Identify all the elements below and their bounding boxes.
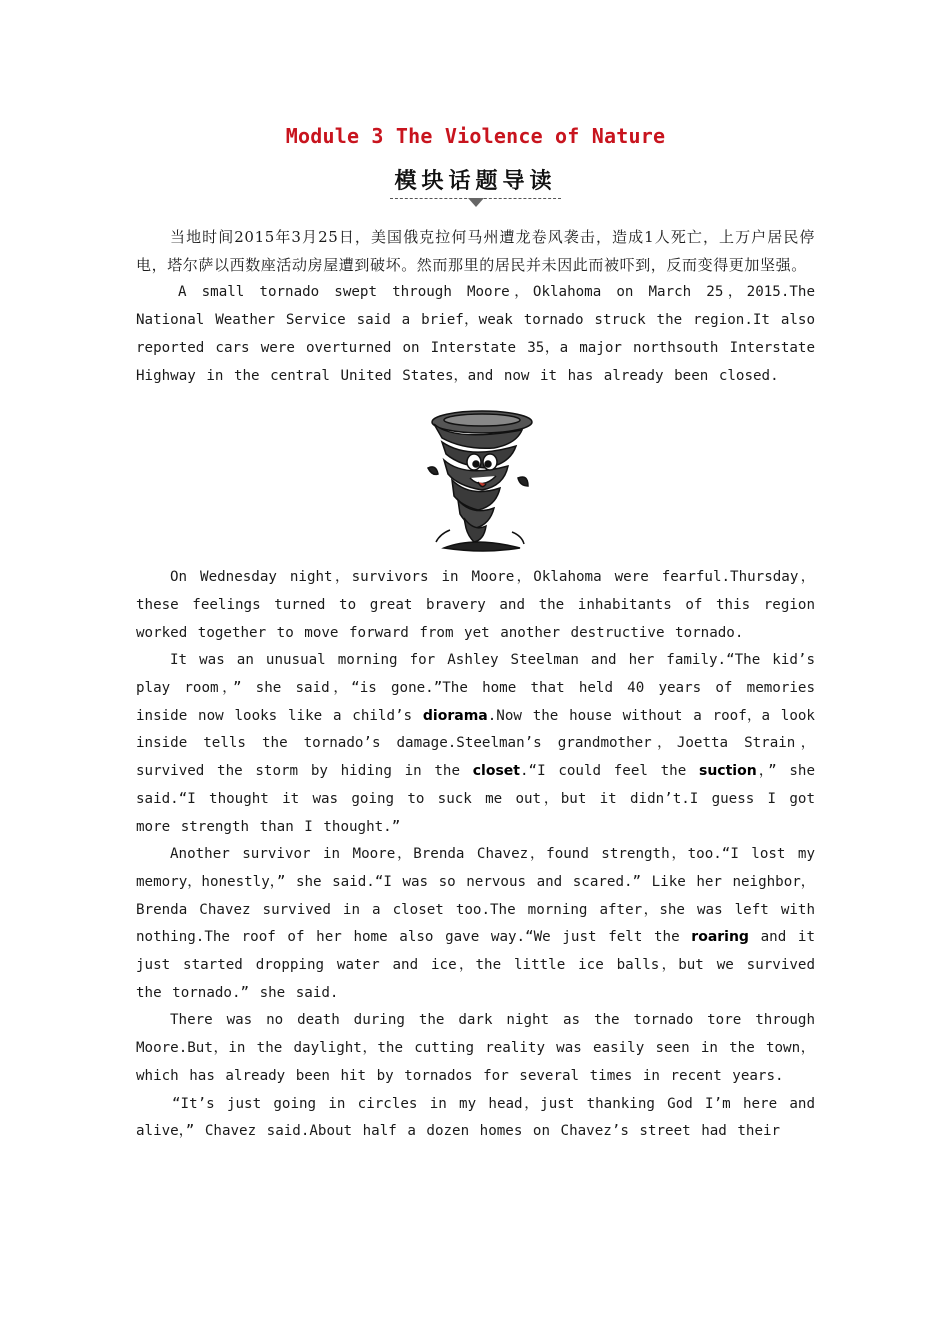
paragraph-4 — [136, 841, 815, 1007]
paragraph-5: There was no death during the dark night as the tornado tore through Moore.But，in the daylight，the cutting reality was easily seen in the town，which has already been hit by tornados for several times in recent years. — [136, 1012, 815, 1084]
vocab-word-diorama: diorama — [422, 707, 488, 724]
paragraph-4-text-b: and it just started dropping water and ice，the little ice balls，but we survived the tornado.” she said. — [136, 929, 815, 1001]
paragraph-3-text-d: ，” she said.“I thought it was going to suck me out，but it didn’t.I guess I got more strength than I thought.” — [136, 763, 815, 835]
illustration-area — [136, 408, 815, 556]
paragraph-3-text-a: It was an unusual morning for Ashley Steelman and her family.“The kid’s play room，” she said，“is gone.”The home that held 40 years of memories inside now looks like a child’s — [136, 652, 815, 724]
vocab-word-suction: suction — [698, 763, 757, 780]
paragraph-3 — [136, 647, 815, 841]
paragraph-4-text-a: Another survivor in Moore，Brenda Chavez，found strength，too.“I lost my memory，honestly，” she said.“I was so nervous and scared.” Like her neighbor，Brenda Chavez survived in a closet too.The morning after，she was left with nothing.The roof of her home also gave way.“We just felt the — [136, 846, 815, 946]
paragraph-6: “It’s just going in circles in my head，just thanking God I’m here and alive，” Chavez said.About half a dozen homes on Chavez’s street had their — [136, 1095, 815, 1140]
paragraph-2: On Wednesday night，survivors in Moore，Oklahoma were fearful.Thursday，these feelings turned to great bravery and the inhabitants of this region worked together to move forward from yet another destructive tornado. — [136, 569, 815, 641]
paragraph-3-text-b: .Now the house without a roof，a look inside tells the tornado’s damage.Steelman’s grandmother，Joetta Strain，survived the storm by hiding in the — [136, 707, 815, 780]
module-title: Module 3 The Violence of Nature — [285, 124, 666, 148]
paragraph-1: A small tornado swept through Moore，Oklahoma on March 25，2015.The National Weather Service said a brief，weak tornado struck the region.It also reported cars were overturned on Interstate 35，a major northsouth Interstate Highway in the central United States，and now it has already been closed. — [136, 284, 815, 384]
chinese-intro-paragraph: 当地时间2015年3月25日，美国俄克拉何马州遭龙卷风袭击，造成1人死亡，上万户居民停电，塔尔萨以西数座活动房屋遭到破坏。然而那里的居民并未因此而被吓到，反而变得更加坚强。 — [136, 228, 815, 274]
document-page — [136, 118, 815, 1146]
vocab-word-roaring: roaring — [691, 929, 749, 946]
section-heading-label: 模块话题导读 — [390, 166, 560, 199]
down-triangle-icon — [468, 198, 484, 207]
section-heading — [386, 166, 566, 210]
cartoon-tornado-icon — [424, 408, 534, 553]
paragraph-3-text-c: .“I could feel the — [519, 763, 699, 780]
vocab-word-closet: closet — [472, 763, 520, 780]
